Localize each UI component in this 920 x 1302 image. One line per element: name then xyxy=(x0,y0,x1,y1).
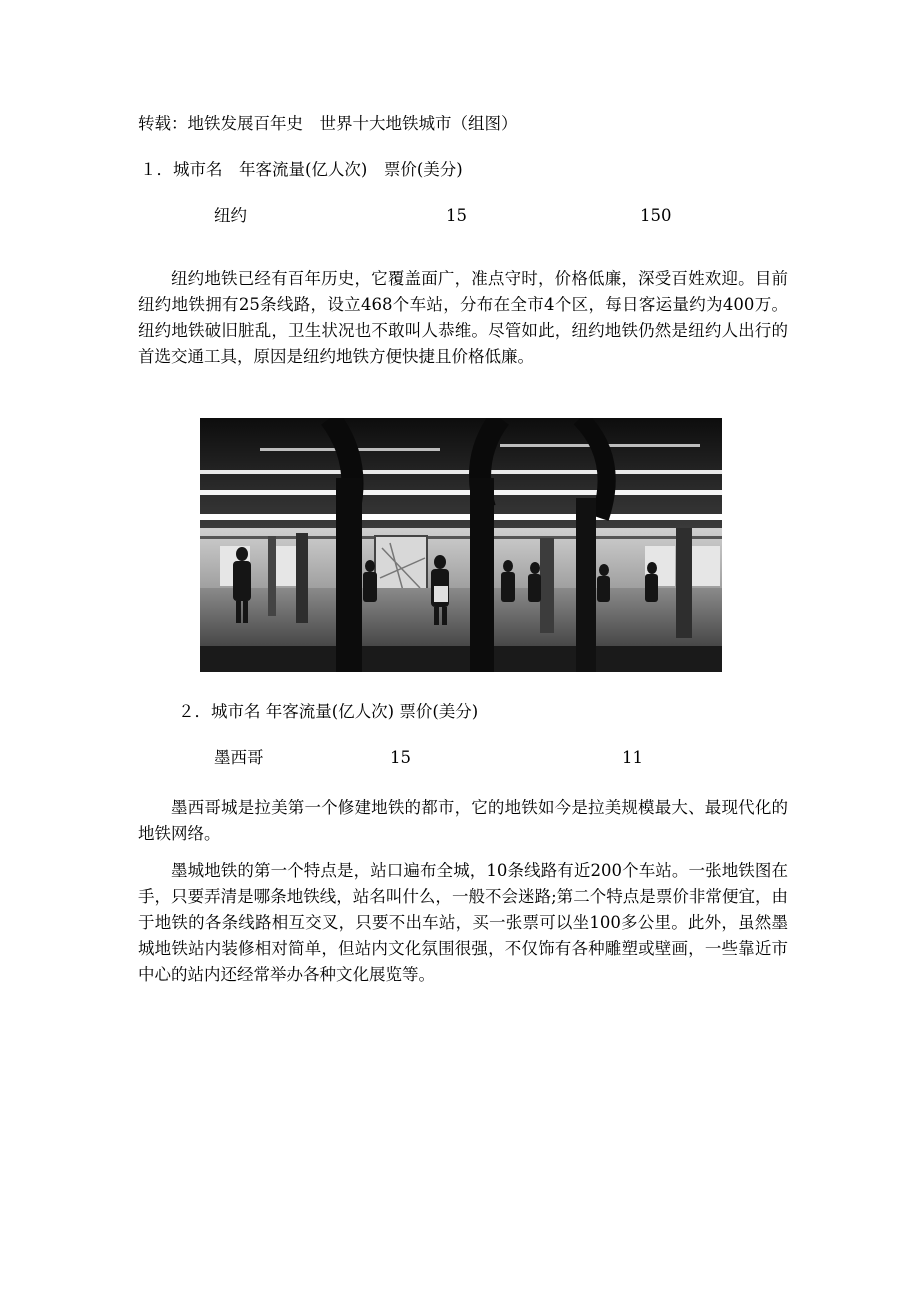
section2-header: ２．城市名 年客流量(亿人次) 票价(美分) xyxy=(178,702,479,721)
section2-city: 墨西哥 xyxy=(214,748,264,767)
section1-passengers: 15 xyxy=(446,206,467,225)
section1-paragraph: 纽约地铁已经有百年历史，它覆盖面广，准点守时，价格低廉，深受百姓欢迎。目前纽约地铁拥有25条线路，设立468个车站，分布在全市4个区，每日客运量约为400万。纽约地铁破旧脏乱，卫生状况也不敢叫人恭维。尽管如此，纽约地铁仍然是纽约人出行的首选交通工具，原因是纽约地铁方便快捷且价格低廉。 xyxy=(138,269,788,366)
subway-platform-photo xyxy=(200,418,722,672)
section1-city: 纽约 xyxy=(214,206,247,225)
document-title: 转载：地铁发展百年史 世界十大地铁城市（组图） xyxy=(138,114,518,133)
section2-paragraph-1: 墨西哥城是拉美第一个修建地铁的都市，它的地铁如今是拉美规模最大、最现代化的地铁网络。 xyxy=(138,798,788,843)
section1-fare: 150 xyxy=(640,206,672,225)
section1-header: １．城市名 年客流量(亿人次) 票价(美分) xyxy=(140,160,463,179)
section2-fare: 11 xyxy=(622,748,643,767)
section2-passengers: 15 xyxy=(390,748,411,767)
section2-paragraph-2: 墨城地铁的第一个特点是，站口遍布全城，10条线路有近200个车站。一张地铁图在手，只要弄清是哪条地铁线，站名叫什么，一般不会迷路;第二个特点是票价非常便宜，由于地铁的各条线路相互交叉，只要不出车站，买一张票可以坐100多公里。此外，虽然墨城地铁站内装修相对简单，但站内文化氛围很强，不仅饰有各种雕塑或壁画，一些靠近市中心的站内还经常举办各种文化展览等。 xyxy=(138,861,788,984)
